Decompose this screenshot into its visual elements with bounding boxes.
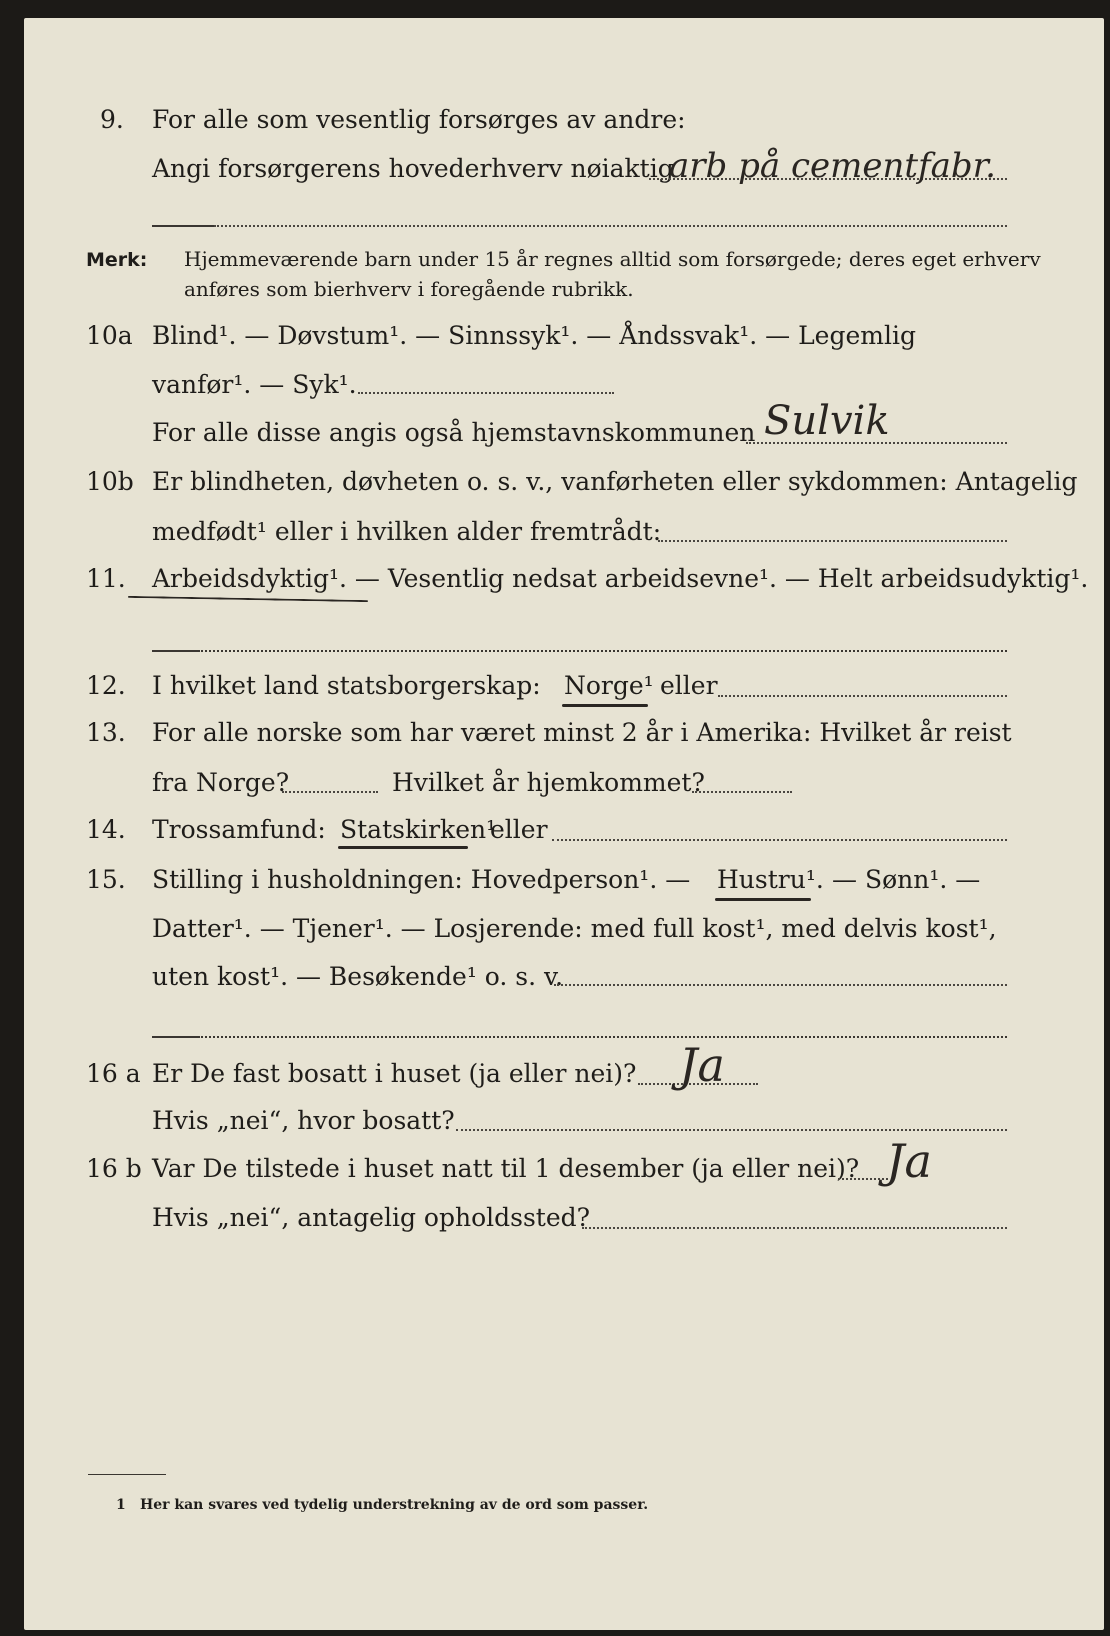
q15-answer-line2 <box>152 1036 1007 1038</box>
q14-option-statskirken: Statskirken¹ <box>340 815 497 844</box>
footnote-rule <box>88 1474 166 1475</box>
q12-norge-underline <box>562 704 648 707</box>
q16b-line2: Hvis „nei“, antagelig opholdssted? <box>152 1203 591 1232</box>
q11-answer-line-start <box>152 650 200 652</box>
q10a-handwritten-answer: Sulvik <box>764 398 890 444</box>
q16b-line1: Var De tilstede i huset natt til 1 desember (ja eller nei)? <box>152 1154 860 1183</box>
q12-number: 12. <box>86 671 126 700</box>
footnote-text: Her kan svares ved tydelig understrekning av de ord som passer. <box>140 1497 649 1513</box>
footnote-mark: 1 <box>116 1497 126 1513</box>
q13-reist-line <box>282 791 378 793</box>
q10a-line1: Blind¹. — Døvstum¹. — Sinnssyk¹. — Åndssvak¹. — Legemlig <box>152 321 916 350</box>
q15-option-hustru: Hustru¹. <box>717 865 824 894</box>
q9-line2: Angi forsørgerens hovederhverv nøiaktig <box>152 154 674 183</box>
q13-line2a: fra Norge? <box>152 768 290 797</box>
q16b-number: 16 b <box>86 1154 142 1183</box>
q16a-bosatt-line <box>456 1129 1007 1131</box>
q10a-line2: vanfør¹. — Syk¹. <box>152 370 357 399</box>
q16b-opholdssted-line <box>582 1227 1007 1229</box>
census-form-page <box>24 18 1104 1630</box>
q10b-number: 10b <box>86 467 134 496</box>
q11-line1: Arbeidsdyktig¹. — Vesentlig nedsat arbeidsevne¹. — Helt arbeidsudyktig¹. <box>152 564 1089 593</box>
q12-option-norge: Norge¹ <box>564 671 654 700</box>
q9-answer-line2-start <box>152 225 214 227</box>
q15-line1a: Stilling i husholdningen: Hovedperson¹. — <box>152 865 691 894</box>
q15-answer-line <box>554 984 1007 986</box>
q15-number: 15. <box>86 865 126 894</box>
q16b-handwritten-answer: Ja <box>886 1134 932 1188</box>
q15-hustru-underline <box>715 898 811 901</box>
q12-answer-line <box>718 695 1007 697</box>
q9-answer-line2 <box>214 225 1007 227</box>
q9-handwritten-answer: arb på cementfabr. <box>669 146 996 186</box>
q16b-answer-line <box>838 1178 888 1180</box>
q14-number: 14. <box>86 815 126 844</box>
q13-number: 13. <box>86 718 126 747</box>
q15-line3: uten kost¹. — Besøkende¹ o. s. v. <box>152 962 564 991</box>
q9-number: 9. <box>100 105 124 134</box>
q16a-handwritten-answer: Ja <box>679 1038 725 1092</box>
q16a-line1: Er De fast bosatt i huset (ja eller nei)? <box>152 1059 637 1088</box>
q10a-number: 10a <box>86 321 133 350</box>
q13-line2b: Hvilket år hjemkommet? <box>392 768 705 797</box>
merk-line2: anføres som bierhverv i foregående rubrikk. <box>184 277 634 301</box>
q12-label: I hvilket land statsborgerskap: <box>152 671 541 700</box>
merk-line1: Hjemmeværende barn under 15 år regnes alltid som forsørgede; deres eget erhverv <box>184 247 1041 271</box>
q16a-number: 16 a <box>86 1059 141 1088</box>
q14-label: Trossamfund: <box>152 815 326 844</box>
q14-answer-line <box>552 839 1007 841</box>
q11-underline-mark <box>128 596 368 602</box>
q14-eller: eller <box>490 815 548 844</box>
q10b-line1: Er blindheten, døvheten o. s. v., vanførheten eller sykdommen: Antagelig <box>152 467 1078 496</box>
q9-line1: For alle som vesentlig forsørges av andre: <box>152 105 686 134</box>
q15-answer-line2-start <box>152 1036 200 1038</box>
q10b-answer-line <box>658 540 1007 542</box>
q10b-line2: medfødt¹ eller i hvilken alder fremtrådt: <box>152 517 662 546</box>
q16a-line2: Hvis „nei“, hvor bosatt? <box>152 1106 455 1135</box>
q10a-syk-line <box>358 392 614 394</box>
q15-line2: Datter¹. — Tjener¹. — Losjerende: med full kost¹, med delvis kost¹, <box>152 914 997 943</box>
q11-number: 11. <box>86 564 126 593</box>
q14-statskirken-underline <box>338 846 468 849</box>
q13-hjemkommet-line <box>692 791 792 793</box>
q11-answer-line <box>152 650 1007 652</box>
merk-label: Merk: <box>86 249 148 271</box>
q15-line1c: — Sønn¹. — <box>832 865 981 894</box>
q12-eller: eller <box>660 671 718 700</box>
q10a-line3: For alle disse angis også hjemstavnskommunen <box>152 418 756 447</box>
q13-line1: For alle norske som har været minst 2 år i Amerika: Hvilket år reist <box>152 718 1012 747</box>
